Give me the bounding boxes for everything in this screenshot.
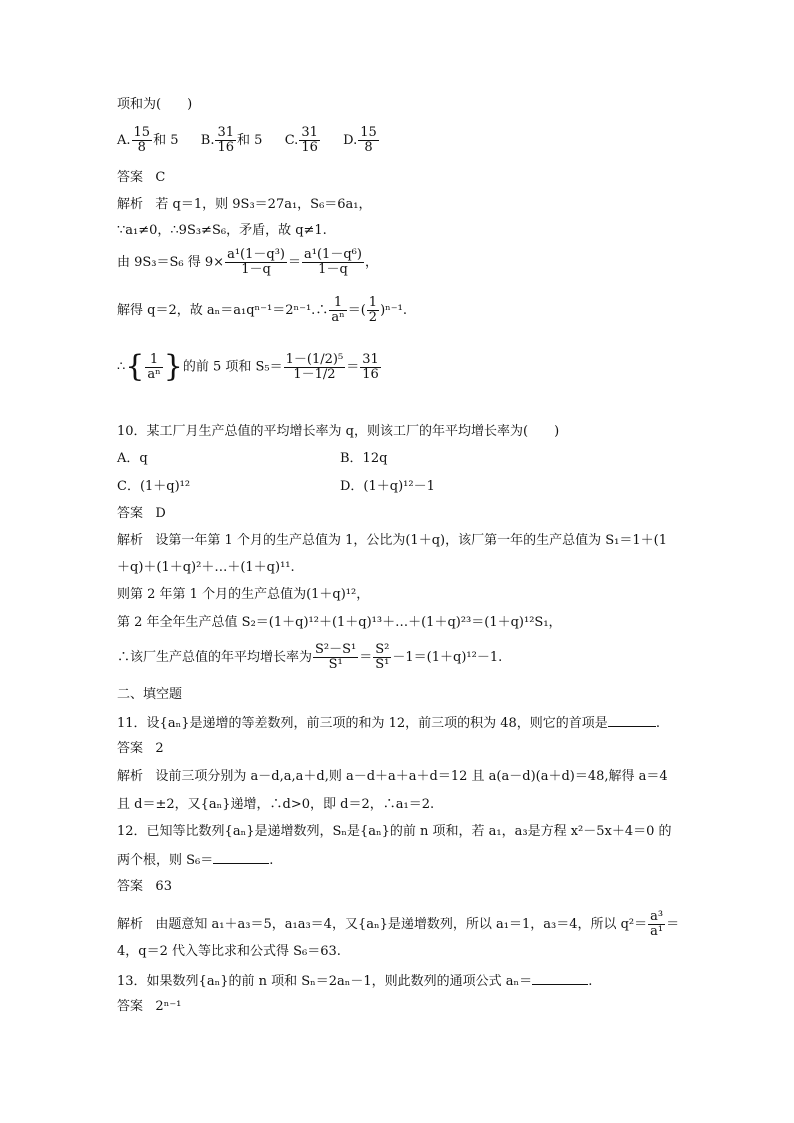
q9-option-c: C. $\frac{31}{16}$	[284, 125, 318, 155]
q12-explanation-1: 解析 由题意知 a₁＋a₃＝5，a₁a₃＝4，又{aₙ}是递增数列，所以 a₁＝1，a₃＝4，所以 q²＝ $\frac{\text{a³}}{\text{a¹}}$ ＝	[117, 909, 680, 939]
fraction: $\frac{\text{1－(1/2)⁵}}{1-1/2}$	[285, 351, 344, 382]
explanation-label: 解析	[117, 197, 144, 212]
q12-answer	[117, 879, 172, 895]
q9-option-b: B. $\frac{31}{16}$ 和 5	[200, 125, 263, 155]
explanation-label: 解析	[117, 917, 144, 932]
q9-answer	[117, 170, 165, 186]
q9-explanation-4: 解得 q＝2，故 aₙ＝a₁qⁿ⁻¹＝2ⁿ⁻¹.∴ $\frac{1}{\text{aⁿ}}$ ＝( $\frac{1}{2}$ )ⁿ⁻¹.	[117, 295, 407, 325]
q10-explanation-4: 第 2 年全年生产总值 S₂＝(1＋q)¹²＋(1＋q)¹³＋…＋(1＋q)²³＝(1＋q)¹²S₁，	[117, 615, 562, 630]
answer-label: 答案	[117, 170, 144, 185]
q9-option-d: D. $\frac{15}{8}$	[343, 125, 377, 155]
explanation-label: 解析	[117, 533, 144, 548]
q12-stem-2: 两个根，则 S₆＝ .	[117, 853, 274, 868]
q11-answer	[117, 741, 164, 757]
fraction: $\frac{15}{8}$	[360, 125, 377, 155]
fraction: $\frac{\text{S²－S¹}}{\text{S¹}}$	[315, 642, 357, 672]
q10-explanation-2: ＋q)＋(1＋q)²＋…＋(1＋q)¹¹.	[117, 560, 295, 575]
q12-explanation-2: 4，q＝2 代入等比求和公式得 S₆＝63.	[117, 944, 341, 959]
q10-option-a: A．q	[117, 451, 148, 466]
q9-explanation-1: 解析 若 q＝1，则 9S₃＝27a₁，S₆＝6a₁，	[117, 197, 372, 212]
q13-answer	[117, 999, 181, 1015]
fraction: $\frac{1}{2}$	[368, 295, 378, 325]
fraction: $\frac{31}{16}$	[301, 125, 318, 155]
answer-blank	[608, 714, 656, 727]
fraction: $\frac{\text{S²}}{\text{S¹}}$	[375, 642, 390, 672]
fraction: $\frac{31}{16}$	[217, 125, 234, 155]
answer-label: 答案	[117, 506, 144, 521]
answer-value: D	[155, 506, 166, 521]
q9-option-a: A. $\frac{15}{8}$ 和 5	[117, 125, 179, 155]
q11-explanation-1: 解析 设前三项分别为 a－d,a,a＋d,则 a－d＋a＋a＋d＝12 且 a(a－d)(a＋d)＝48,解得 a＝4	[117, 769, 668, 784]
q9-options	[117, 126, 380, 155]
brace-left: {	[125, 349, 145, 384]
answer-label: 答案	[117, 879, 144, 894]
fraction: $\frac{1}{\text{aⁿ}}$	[331, 295, 345, 325]
section-heading: 二、填空题	[117, 687, 183, 702]
answer-label: 答案	[117, 999, 144, 1014]
fraction: $\frac{\text{a³}}{\text{a¹}}$	[650, 909, 664, 939]
q12-stem-1: 12．已知等比数列{aₙ}是递增数列，Sₙ是{aₙ}的前 n 项和，若 a₁，a₃是方程 x²－5x＋4＝0 的	[117, 824, 672, 839]
answer-value: 63	[155, 879, 172, 894]
q11-stem: 11．设{aₙ}是递增的等差数列，前三项的和为 12，前三项的积为 48，则它的首项是 .	[117, 716, 660, 731]
q10-explanation-1: 解析 设第一年第 1 个月的生产总值为 1，公比为(1＋q)，该厂第一年的生产总值为 S₁＝1＋(1	[117, 533, 667, 548]
answer-value: C	[155, 170, 166, 185]
q10-option-b: B．12q	[340, 451, 388, 466]
q11-explanation-2: 且 d＝±2，又{aₙ}递增，∴d>0，即 d＝2，∴a₁＝2.	[117, 797, 435, 812]
answer-value: 2ⁿ⁻¹	[155, 999, 182, 1014]
answer-value: 2	[155, 741, 164, 756]
q10-option-c: C．(1＋q)¹²	[117, 479, 191, 494]
answer-blank	[532, 972, 588, 985]
explanation-label: 解析	[117, 769, 144, 784]
fraction: $\frac{1}{\text{aⁿ}}$	[147, 351, 161, 382]
q9-stem-tail: 项和为( )	[117, 97, 193, 112]
q9-explanation-2: ∵a₁≠0，∴9S₃≠S₆，矛盾，故 q≠1.	[117, 223, 327, 238]
q9-explanation-5: ∴{ $\frac{1}{\text{aⁿ}}$ }的前 5 项和 S₅＝ $\frac{\text{1－(1/2)⁵}}{1-1/2}$ ＝ $\frac{31}{16}$	[117, 349, 379, 384]
fraction: $\frac{31}{16}$	[362, 351, 379, 382]
fraction: $\frac{\text{a¹(1－q⁶)}}{1-q}$	[304, 247, 362, 277]
q13-stem: 13．如果数列{aₙ}的前 n 项和 Sₙ＝2aₙ－1，则此数列的通项公式 aₙ＝ .	[117, 974, 593, 989]
q10-stem: 10．某工厂月生产总值的平均增长率为 q，则该工厂的年平均增长率为( )	[117, 424, 560, 439]
q9-explanation-3: 由 9S₃＝S₆ 得 9× $\frac{\text{a¹(1－q³)}}{1-q}$ ＝ $\frac{\text{a¹(1－q⁶)}}{1-q}$ ，	[117, 247, 378, 277]
answer-label: 答案	[117, 741, 144, 756]
q10-explanation-5: ∴该厂生产总值的年平均增长率为 $\frac{\text{S²－S¹}}{\text{S¹}}$ ＝ $\frac{\text{S²}}{\text{S¹}}$ －1＝(1＋q)¹²－1.	[117, 642, 503, 672]
q10-answer	[117, 506, 166, 522]
q10-explanation-3: 则第 2 年第 1 个月的生产总值为(1＋q)¹²，	[117, 587, 370, 602]
fraction: $\frac{15}{8}$	[133, 125, 151, 155]
fraction: $\frac{\text{a¹(1－q³)}}{1-q}$	[227, 247, 285, 277]
brace-right: }	[163, 349, 183, 384]
q10-option-d: D．(1＋q)¹²－1	[340, 479, 435, 494]
answer-blank	[213, 851, 269, 864]
